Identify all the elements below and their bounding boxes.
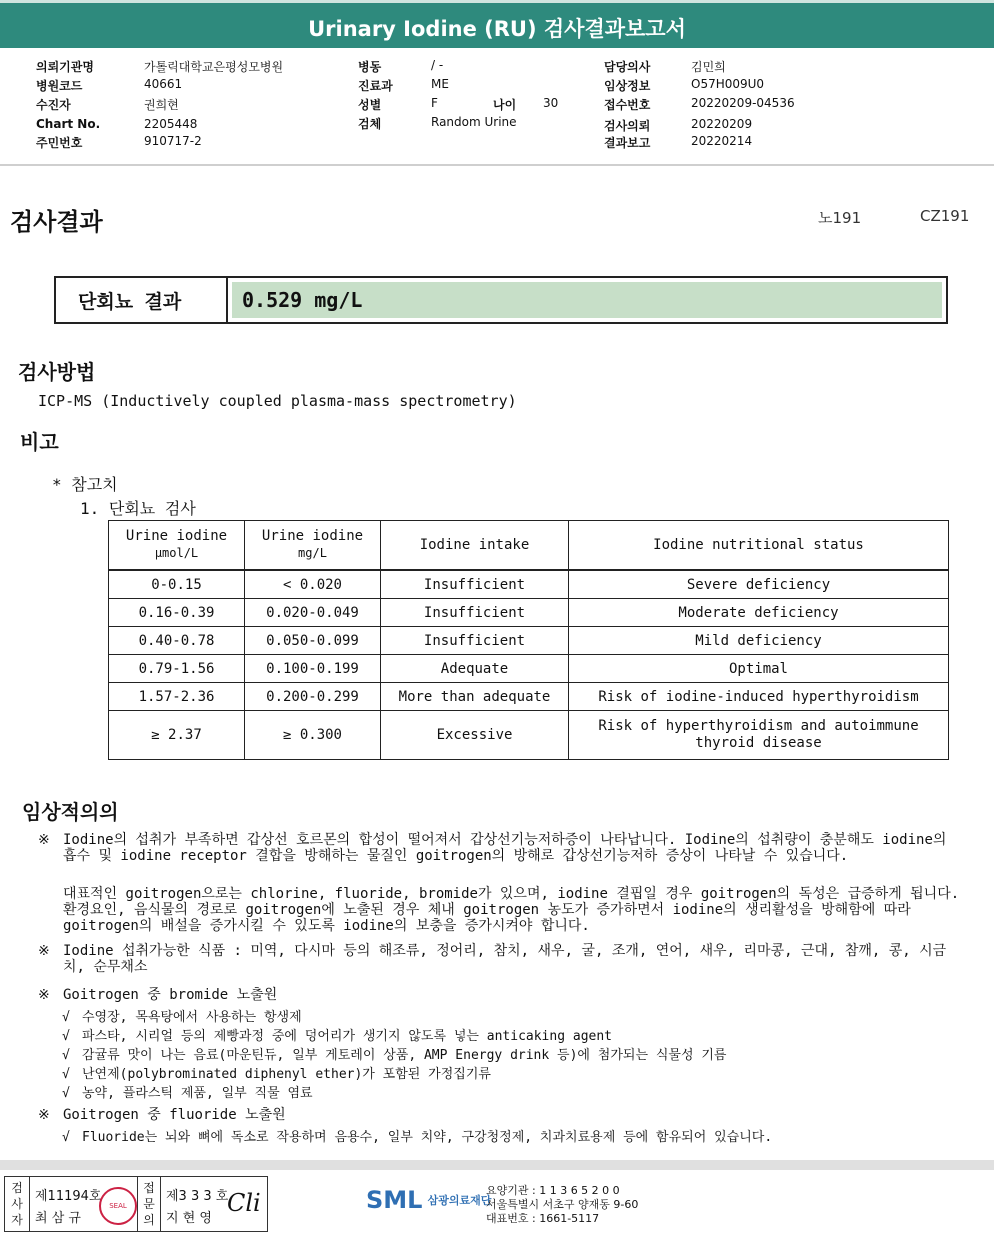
cell: Excessive [381, 711, 569, 760]
bromide-title: Goitrogen 중 bromide 노출원 [63, 987, 278, 1003]
lab-phone: 대표번호 : 1661-5117 [486, 1212, 600, 1225]
label-institution: 의뢰기관명 [36, 60, 94, 74]
value-clinical-info: O57H009U0 [691, 77, 765, 91]
cell: 1.57-2.36 [109, 683, 245, 711]
list-item: √ 농약, 플라스틱 제품, 일부 직물 염료 [62, 1086, 313, 1101]
clinical-heading: 임상적의의 [22, 800, 119, 824]
list-item: √ 난연제(polybrominated diphenyl ether)가 포함된 가정집기류 [62, 1067, 491, 1082]
list-item: √ Fluoride는 뇌와 뼈에 독소로 작용하며 음용수, 일부 치약, 구강청정제, 치과치료용제 등에 함유되어 있습니다. [62, 1130, 773, 1145]
result-box [54, 276, 948, 324]
table-row [109, 627, 949, 655]
cell: 0.100-0.199 [245, 655, 381, 683]
confirm-no: 제3 3 3 호 [166, 1189, 229, 1204]
paragraph-text: Iodine의 섭취가 부족하면 갑상선 호르몬의 합성이 떨어져서 갑상선기능저하증이 나타납니다. Iodine의 섭취량이 충분해도 iodine의 흡수 및 iodine receptor 결합을 방해하는 물질인 goitrogen의 방해로 갑상선기능저하 증상이 나타날 수 있습니다. [63, 832, 947, 864]
label-receipt-no: 접수번호 [604, 98, 651, 112]
label-doctor: 담당의사 [604, 60, 651, 74]
fluoride-title: Goitrogen 중 fluoride 노출원 [63, 1107, 286, 1123]
bromide-title-row [38, 987, 963, 1003]
lab-address: 서울특별시 서초구 양재동 9-60 [486, 1198, 639, 1211]
logo-icon: SML [366, 1186, 423, 1214]
table-row [109, 711, 949, 760]
value-department: ME [431, 77, 449, 91]
value-institution: 가톨릭대학교은평성모병원 [144, 60, 284, 74]
paragraph-text: 대표적인 goitrogen으로는 chlorine, fluoride, bromide가 있으며, iodine 결핍일 경우 goitrogen의 독성은 급증하게 됩니다. 환경요인, 음식물의 경로로 goitrogen에 노출된 경우 체내 goitrogen 농도가 증가하면서 iodine의 생리활성을 방해함에 따라 goitrogen의 배설을 증가시킬 수 있도록 iodine의 보충을 증가시켜야 합니다. [63, 886, 960, 934]
cell: Severe deficiency [569, 570, 949, 599]
cell: 0-0.15 [109, 570, 245, 599]
cell: More than adequate [381, 683, 569, 711]
list-item: √ 감귤류 맛이 나는 음료(마운틴듀, 일부 게토레이 상품, AMP Energy drink 등)에 첨가되는 식물성 기름 [62, 1048, 727, 1063]
cell: 0.79-1.56 [109, 655, 245, 683]
label-chart-no: Chart No. [36, 117, 101, 131]
seal-icon: SEAL [99, 1187, 137, 1225]
label-clinical-info: 임상정보 [604, 79, 651, 93]
value-report-date: 20220214 [691, 134, 753, 148]
logo-name: 삼광의료재단 [427, 1194, 492, 1207]
note-mark: ※ [38, 832, 50, 848]
value-receipt-no: 20220209-04536 [691, 96, 795, 110]
cell: 0.020-0.049 [245, 599, 381, 627]
reference-title: * 참고치 [52, 475, 118, 494]
method-text: ICP-MS (Inductively coupled plasma-mass spectrometry) [38, 392, 517, 410]
header-divider [0, 164, 994, 166]
note-mark: ※ [38, 987, 50, 1003]
cell: Optimal [569, 655, 949, 683]
cell: 0.050-0.099 [245, 627, 381, 655]
signature-icon: Cli [227, 1189, 261, 1217]
cell: Mild deficiency [569, 627, 949, 655]
lab-info [486, 1184, 638, 1226]
cell: 0.16-0.39 [109, 599, 245, 627]
label-specimen: 검체 [358, 117, 382, 131]
table-header-row [109, 521, 949, 571]
footer-divider [0, 1160, 994, 1170]
lab-code: 요양기관 : 1 1 3 6 5 2 0 0 [486, 1184, 620, 1197]
cell: Insufficient [381, 627, 569, 655]
label-request-date: 검사의뢰 [604, 119, 651, 133]
remarks-heading: 비고 [20, 430, 59, 454]
cell: Insufficient [381, 570, 569, 599]
confirm-label: 접문의 [143, 1181, 155, 1227]
inspector-label: 검사자 [11, 1181, 23, 1227]
list-item: √ 수영장, 목욕탕에서 사용하는 항생제 [62, 1010, 302, 1025]
value-patient: 권희현 [144, 98, 179, 112]
cell: Adequate [381, 655, 569, 683]
table-row [109, 599, 949, 627]
cell: Risk of hyperthyroidism and autoimmune thyroid disease [569, 711, 949, 760]
report-title-bar [0, 0, 994, 48]
value-doctor: 김민희 [691, 60, 726, 74]
method-heading: 검사방법 [18, 360, 96, 384]
label-resident-no: 주민번호 [36, 136, 83, 150]
reference-table [108, 520, 949, 760]
paragraph-text: Iodine 섭취가능한 식품 : 미역, 다시마 등의 해조류, 정어리, 참치, 새우, 굴, 조개, 연어, 새우, 리마콩, 근대, 참깨, 콩, 시금치, 순무채소 [63, 943, 947, 975]
label-age: 나이 [493, 98, 517, 112]
header-status: Iodine nutritional status [569, 521, 949, 571]
cell: Moderate deficiency [569, 599, 949, 627]
test-code-1: 노191 [818, 209, 862, 227]
value-specimen: Random Urine [431, 115, 517, 129]
result-heading: 검사결과 [10, 208, 103, 236]
label-ward: 병동 [358, 60, 382, 74]
fluoride-title-row [38, 1107, 963, 1123]
clinical-paragraph-1 [38, 832, 963, 864]
inspector-no: 제11194호 [35, 1189, 102, 1204]
label-patient: 수진자 [36, 98, 71, 112]
test-code-2: CZ191 [920, 207, 970, 225]
sml-logo [366, 1186, 491, 1214]
cell: ≥ 0.300 [245, 711, 381, 760]
result-label: 단회뇨 결과 [56, 278, 228, 322]
confirm-name: 지 현 영 [166, 1211, 212, 1226]
value-hospital-code: 40661 [144, 77, 183, 91]
label-sex: 성별 [358, 98, 382, 112]
signature-stamp [4, 1176, 268, 1232]
value-ward: / - [431, 58, 444, 72]
cell: Risk of iodine-induced hyperthyroidism [569, 683, 949, 711]
cell: ≥ 2.37 [109, 711, 245, 760]
cell: Insufficient [381, 599, 569, 627]
inspector-name: 최 삼 규 [35, 1211, 81, 1226]
cell: < 0.020 [245, 570, 381, 599]
result-value: 0.529 mg/L [230, 280, 944, 320]
header-mgl: Urine iodine mg/L [245, 521, 381, 571]
table-row [109, 655, 949, 683]
header-intake: Iodine intake [381, 521, 569, 571]
label-hospital-code: 병원코드 [36, 79, 83, 93]
cell: 0.200-0.299 [245, 683, 381, 711]
note-mark: ※ [38, 1107, 50, 1123]
report-title: Urinary Iodine (RU) 검사결과보고서 [308, 17, 686, 41]
table-row [109, 570, 949, 599]
label-department: 진료과 [358, 79, 393, 93]
cell: 0.40-0.78 [109, 627, 245, 655]
value-resident-no: 910717-2 [144, 134, 202, 148]
label-report-date: 결과보고 [604, 136, 651, 150]
table-row [109, 683, 949, 711]
clinical-paragraph-2 [38, 886, 963, 934]
clinical-paragraph-3 [38, 943, 963, 975]
reference-subtitle: 1. 단회뇨 검사 [80, 499, 196, 518]
value-age: 30 [543, 96, 559, 110]
header-umol: Urine iodine µmol/L [109, 521, 245, 571]
value-sex: F [431, 96, 438, 110]
value-request-date: 20220209 [691, 117, 753, 131]
note-mark: ※ [38, 943, 50, 959]
value-chart-no: 2205448 [144, 117, 198, 131]
list-item: √ 파스타, 시리얼 등의 제빵과정 중에 덩어리가 생기지 않도록 넣는 anticaking agent [62, 1029, 613, 1044]
